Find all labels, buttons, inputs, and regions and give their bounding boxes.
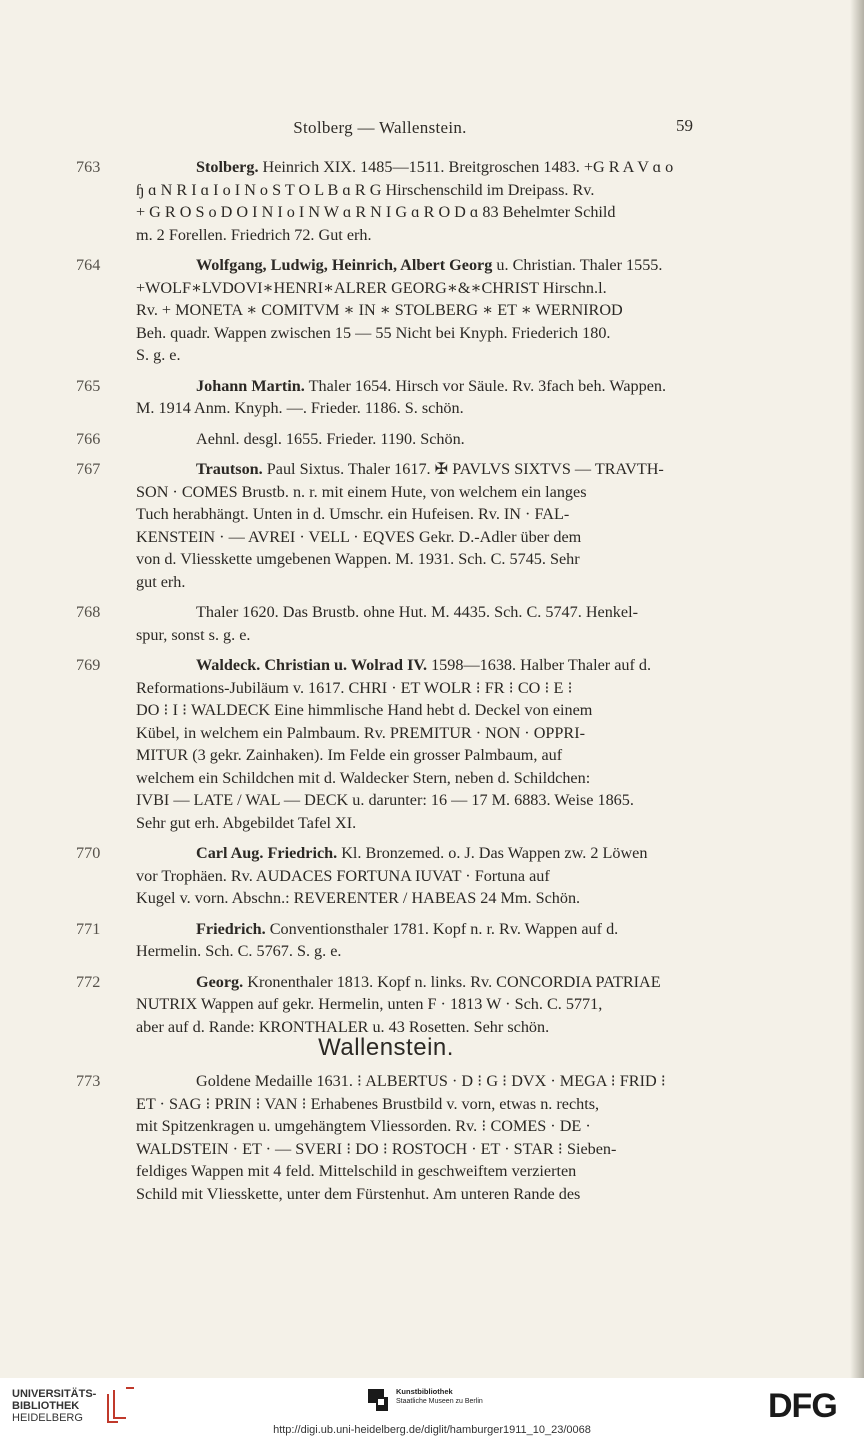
entry-line-text: Sehr gut erh. Abgebildet Tafel XI. — [136, 813, 357, 832]
entry-line-text: mit Spitzenkragen u. umgehängtem Vliessorden. Rv. ⁝ COMES · DE · — [136, 1117, 591, 1135]
entry-line-text: ɧ ɑ N R I ɑ I o I N o S T O L B ɑ R G Hirschenschild im Dreipass. Rv. — [136, 180, 595, 199]
entry-line-text: Kübel, in welchem ein Palmbaum. Rv. PREMITUR · NON · OPPRI- — [136, 723, 586, 742]
entry-line-text: Hermelin. Sch. C. 5767. S. g. e. — [136, 942, 342, 960]
entry-text — [136, 375, 700, 420]
catalogue-entry — [76, 156, 700, 246]
entry-line — [136, 940, 700, 963]
viewer-footer — [0, 1378, 864, 1440]
entry-heading: Georg. — [196, 972, 244, 991]
catalogue-entry — [76, 971, 700, 1039]
entry-line-text: NUTRIX Wappen auf gekr. Hermelin, unten F · 1813 W · Sch. C. 5771, — [136, 995, 603, 1013]
lot-number: 772 — [76, 972, 101, 991]
entry-line — [136, 1160, 700, 1183]
entry-line — [136, 722, 700, 745]
entry-text — [136, 842, 700, 910]
entry-line-text: 1598—1638. Halber Thaler auf d. — [427, 656, 652, 674]
university-emblem-icon — [104, 1386, 136, 1426]
entry-line-text: IVBI — LATE / WAL — DECK u. darunter: 16 — 17 M. 6883. Weise 1865. — [136, 791, 634, 809]
entry-text — [136, 601, 700, 646]
catalogue-entry — [76, 1070, 700, 1205]
university-line-3: HEIDELBERG — [12, 1412, 83, 1424]
entry-line-text: gut erh. — [136, 572, 186, 591]
entry-line-text: aber auf d. Rande: KRONTHALER u. 43 Rosetten. Sehr schön. — [136, 1017, 550, 1036]
entry-line-text: welchem ein Schildchen mit d. Waldecker Stern, neben d. Schildchen: — [136, 768, 591, 787]
entry-line — [136, 812, 700, 835]
kb-title: Kunstbibliothek — [396, 1387, 453, 1396]
catalogue-entry — [76, 918, 700, 963]
entry-line-text: spur, sonst s. g. e. — [136, 625, 251, 644]
entry-line-text: Reformations-Jubiläum v. 1617. CHRI · ET WOLR ⁝ FR ⁝ CO ⁝ E ⁝ — [136, 678, 573, 697]
catalogue-entry — [76, 254, 700, 367]
entry-line — [136, 865, 700, 888]
lot-number: 773 — [76, 1072, 101, 1090]
entry-text — [136, 156, 700, 246]
section-title: Wallenstein. — [318, 1034, 454, 1061]
entry-line — [136, 481, 700, 504]
entry-line — [136, 887, 700, 910]
entry-text — [136, 1070, 700, 1205]
entry-line — [136, 842, 700, 865]
entry-line — [136, 344, 700, 367]
entry-line-text: vor Trophäen. Rv. AUDACES FORTUNA IUVAT · Fortuna auf — [136, 866, 550, 885]
entry-line — [136, 179, 700, 202]
university-line-1: UNIVERSITÄTS- — [12, 1388, 97, 1400]
kb-subtitle: Staatliche Museen zu Berlin — [396, 1398, 483, 1405]
lot-number: 766 — [76, 429, 101, 448]
entry-line — [136, 458, 700, 481]
kunstbibliothek-emblem-icon — [368, 1387, 390, 1413]
entry-line — [136, 1138, 700, 1161]
entry-line — [136, 224, 700, 247]
entry-heading: Carl Aug. Friedrich. — [196, 844, 338, 862]
lot-number: 770 — [76, 844, 101, 862]
entry-text — [136, 918, 700, 963]
entry-line — [136, 428, 700, 451]
entry-line-text: feldiges Wappen mit 4 feld. Mittelschild in geschweiftem verzierten — [136, 1162, 577, 1180]
entry-text — [136, 428, 700, 451]
entry-line-text: Kl. Bronzemed. o. J. Das Wappen zw. 2 Löwen — [337, 844, 648, 862]
entry-line — [136, 201, 700, 224]
lot-number: 764 — [76, 256, 101, 274]
entry-line — [136, 624, 700, 647]
catalogue-entry — [76, 654, 700, 834]
running-head: Stolberg — Wallenstein. — [293, 118, 467, 137]
entry-heading: Johann Martin. — [196, 376, 305, 395]
entry-line — [136, 277, 700, 300]
entry-line — [136, 548, 700, 571]
catalogue-entry — [76, 842, 700, 910]
entry-line — [136, 375, 700, 398]
entry-line-text: WALDSTEIN · ET · — SVERI ⁝ DO ⁝ ROSTOCH · ET · STAR ⁝ Sieben- — [136, 1139, 617, 1158]
entry-line-text: Rv. + MONETA ∗ COMITVM ∗ IN ∗ STOLBERG ∗ ET ∗ WERNIROD — [136, 301, 623, 319]
entry-line — [136, 767, 700, 790]
lot-number: 769 — [76, 656, 101, 674]
entry-line — [136, 654, 700, 677]
kunstbibliothek-logo[interactable] — [368, 1387, 483, 1413]
entry-line-text: KENSTEIN · — AVREI · VELL · EQVES Gekr. D.-Adler über dem — [136, 527, 582, 546]
entry-line-text: Tuch herabhängt. Unten in d. Umschr. ein Hufeisen. Rv. IN · FAL- — [136, 505, 570, 523]
entry-line-text: Aehnl. desgl. 1655. Frieder. 1190. Schön. — [196, 429, 465, 448]
lot-number: 768 — [76, 603, 101, 621]
lot-number: 763 — [76, 158, 101, 176]
entry-line-text: Beh. quadr. Wappen zwischen 15 — 55 Nicht bei Knyph. Friederich 180. — [136, 323, 611, 342]
entry-text — [136, 458, 700, 593]
catalogue-entry — [76, 601, 700, 646]
dfg-logo[interactable]: DFG — [768, 1387, 837, 1425]
entry-heading: Stolberg. — [196, 158, 259, 176]
entry-text — [136, 254, 700, 367]
catalogue-entry — [76, 458, 700, 593]
page-number: 59 — [676, 116, 693, 135]
page-url[interactable]: http://digi.ub.uni-heidelberg.de/diglit/hamburger1911_10_23/0068 — [273, 1424, 591, 1436]
entry-line — [136, 254, 700, 277]
catalogue-entries-wallenstein — [76, 1070, 700, 1213]
entry-heading: Waldeck. Christian u. Wolrad IV. — [196, 656, 428, 674]
entry-line — [136, 526, 700, 549]
university-line-2: BIBLIOTHEK — [12, 1400, 80, 1412]
entry-line-text: + G R O S o D O I N I o I N W ɑ R N I G ɑ R O D ɑ 83 Behelmter Schild — [136, 203, 616, 221]
lot-number: 765 — [76, 376, 101, 395]
entry-line — [136, 1093, 700, 1116]
entry-line — [136, 156, 700, 179]
entry-heading: Friedrich. — [196, 919, 266, 938]
entry-heading: Wolfgang, Ludwig, Heinrich, Albert Georg — [196, 256, 493, 274]
entry-line-text: m. 2 Forellen. Friedrich 72. Gut erh. — [136, 225, 372, 244]
entry-line-text: Thaler 1620. Das Brustb. ohne Hut. M. 4435. Sch. C. 5747. Henkel- — [196, 603, 638, 621]
entry-line-text: Heinrich XIX. 1485—1511. Breitgroschen 1483. +G R A V ɑ o — [258, 158, 674, 176]
entry-text — [136, 654, 700, 834]
entry-line — [136, 1070, 700, 1093]
entry-line-text: Goldene Medaille 1631. ⁝ ALBERTUS · D ⁝ G ⁝ DVX · MEGA ⁝ FRID ⁝ — [196, 1072, 666, 1090]
catalogue-entry — [76, 375, 700, 420]
entry-line-text: S. g. e. — [136, 346, 181, 364]
university-library-name — [12, 1388, 96, 1424]
entry-line — [136, 299, 700, 322]
university-library-logo[interactable] — [12, 1386, 136, 1426]
entry-line-text: Paul Sixtus. Thaler 1617. ✠ PAVLVS SIXTVS — TRAVTH- — [262, 460, 664, 478]
entry-line — [136, 601, 700, 624]
entry-line-text: +WOLF∗LVDOVI∗HENRI∗ALRER GEORG∗&∗CHRIST Hirschn.l. — [136, 278, 607, 297]
kunstbibliothek-text — [396, 1387, 483, 1407]
entry-line — [136, 571, 700, 594]
entry-line — [136, 789, 700, 812]
entry-line — [136, 1183, 700, 1206]
entry-line-text: Thaler 1654. Hirsch vor Säule. Rv. 3fach beh. Wappen. — [304, 376, 667, 395]
entry-line-text: MITUR (3 gekr. Zainhaken). Im Felde ein grosser Palmbaum, auf — [136, 746, 563, 764]
lot-number: 767 — [76, 460, 101, 478]
entry-line — [136, 918, 700, 941]
entry-line — [136, 397, 700, 420]
entry-line — [136, 699, 700, 722]
entry-line-text: u. Christian. Thaler 1555. — [492, 256, 663, 274]
entry-line-text: M. 1914 Anm. Knyph. —. Frieder. 1186. S. schön. — [136, 399, 464, 417]
entry-line — [136, 971, 700, 994]
lot-number: 771 — [76, 919, 101, 938]
entry-heading: Trautson. — [196, 460, 263, 478]
entry-line — [136, 503, 700, 526]
entry-line-text: von d. Vliesskette umgebenen Wappen. M. 1931. Sch. C. 5745. Sehr — [136, 550, 580, 568]
entry-line — [136, 744, 700, 767]
entry-line — [136, 1115, 700, 1138]
entry-line-text: Conventionsthaler 1781. Kopf n. r. Rv. Wappen auf d. — [265, 919, 619, 938]
entry-line-text: Kugel v. vorn. Abschn.: REVERENTER / HABEAS 24 Mm. Schön. — [136, 889, 581, 907]
entry-line — [136, 322, 700, 345]
entry-line-text: SON · COMES Brustb. n. r. mit einem Hute, von welchem ein langes — [136, 482, 587, 501]
entry-text — [136, 971, 700, 1039]
entry-line-text: Kronenthaler 1813. Kopf n. links. Rv. CONCORDIA PATRIAE — [243, 972, 661, 991]
catalogue-entries — [76, 156, 700, 1046]
entry-line-text: ET · SAG ⁝ PRIN ⁝ VAN ⁝ Erhabenes Brustbild v. vorn, etwas n. rechts, — [136, 1094, 600, 1113]
entry-line-text: Schild mit Vliesskette, unter dem Fürstenhut. Am unteren Rande des — [136, 1184, 581, 1203]
catalogue-entry — [76, 428, 700, 451]
entry-line — [136, 993, 700, 1016]
entry-line — [136, 677, 700, 700]
entry-line-text: DO ⁝ I ⁝ WALDECK Eine himmlische Hand hebt d. Deckel von einem — [136, 701, 593, 719]
